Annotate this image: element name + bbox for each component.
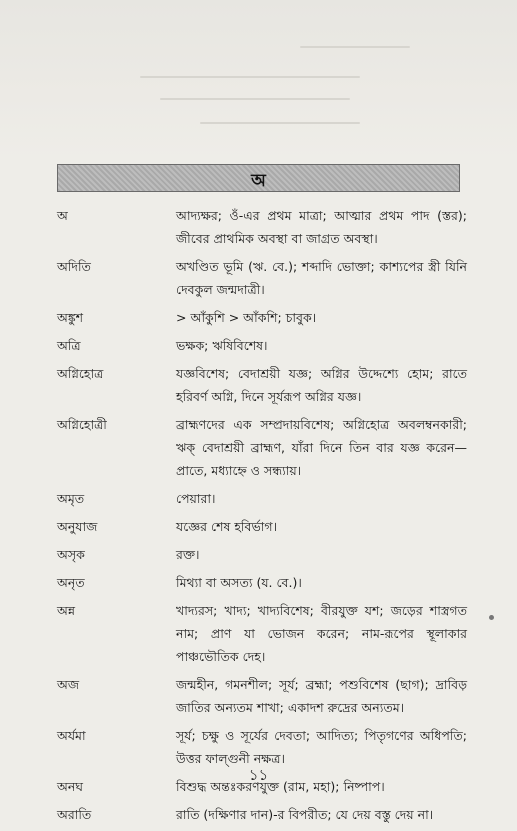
- entry-definition: > আঁকুশি > আঁকশি; চাবুক।: [176, 310, 317, 325]
- entry-definition: অখণ্ডিত ভূমি (ঋ. বে.); শব্দাদি ভোক্তা; কাশ্যপের স্ত্রী যিনি দেবকুল জন্মদাত্রী।: [176, 259, 467, 297]
- ink-speck: [489, 615, 494, 620]
- dictionary-entry: [57, 515, 467, 538]
- dictionary-entry: [57, 599, 467, 668]
- entry-definition: রাতি (দক্ষিণার দান)-র বিপরীত; যে দেয় বস্তু দেয় না।: [176, 807, 434, 822]
- entry-term: অনুযাজ: [57, 519, 98, 534]
- entry-definition: যজ্ঞবিশেষ; বেদাশ্রয়ী যজ্ঞ; অগ্নির উদ্দেশ্যে হোম; রাতে হরিবর্ণ অগ্নি, দিনে সূর্যরূপ অগ্নির যজ্ঞ।: [176, 366, 467, 404]
- dictionary-entry: [57, 413, 467, 482]
- entry-term: অদিতি: [57, 259, 91, 274]
- entry-definition: জন্মহীন, গমনশীল; সূর্য; ব্রহ্মা; পশুবিশেষ (ছাগ); দ্রাবিড় জাতির অন্যতম শাখা; একাদশ রুদ্রের অন্যতম।: [176, 677, 467, 715]
- bleed-line: [300, 46, 410, 48]
- dictionary-entry: [57, 204, 467, 250]
- dictionary-entry: [57, 803, 467, 826]
- entry-term: অগ্নিহোত্রী: [57, 417, 107, 432]
- entry-definition: খাদ্যরস; খাদ্য; খাদ্যবিশেষ; বীরযুক্ত যশ; জড়ের শাস্ত্রগত নাম; প্রাণ যা ভোজন করেন; নাম-রূপের স্থূলাকার পাঞ্চভৌতিক দেহ।: [176, 603, 467, 664]
- page-number: ১১: [248, 766, 269, 784]
- entry-term: অমৃত: [57, 491, 85, 506]
- entry-definition: বিশুদ্ধ অন্তঃকরণযুক্ত (রাম, মহা); নিষ্পাপ।: [176, 779, 385, 794]
- entry-term: অরাতি: [57, 807, 92, 822]
- dictionary-entry: [57, 255, 467, 301]
- entry-definition: পেয়ারা।: [176, 491, 216, 506]
- entry-definition: যজ্ঞের শেষ হবির্ভাগ।: [176, 519, 278, 534]
- entry-term: অঙ্কুশ: [57, 310, 84, 325]
- entry-definition: মিথ্যা বা অসত্য (য. বে.)।: [176, 575, 302, 590]
- dictionary-entry: [57, 543, 467, 566]
- bleed-line: [200, 122, 360, 124]
- entry-term: অসৃক: [57, 547, 85, 562]
- section-header-bar: [57, 164, 460, 192]
- bleed-line: [160, 98, 350, 100]
- entry-definition: সূর্য; চক্ষু ও সূর্যের দেবতা; আদিত্য; পিতৃগণের অধিপতি; উত্তর ফাল্গুনী নক্ষত্র।: [176, 728, 467, 766]
- entry-term: অন্ন: [57, 603, 75, 618]
- dictionary-entry: [57, 673, 467, 719]
- dictionary-entry: [57, 571, 467, 594]
- dictionary-entries: [57, 204, 467, 831]
- bleed-line: [140, 76, 360, 78]
- entry-definition: রক্ত।: [176, 547, 200, 562]
- entry-term: অ: [57, 208, 68, 223]
- entry-definition: আদ্যক্ষর; ওঁ-এর প্রথম মাত্রা; আত্মার প্রথম পাদ (স্তর); জীবের প্রাথমিক অবস্থা বা জাগ্রত অবস্থা।: [176, 208, 467, 246]
- dictionary-entry: [57, 487, 467, 510]
- entry-term: অত্রি: [57, 338, 81, 353]
- bleed-through-area: [0, 0, 517, 160]
- entry-definition: ব্রাহ্মণদের এক সম্প্রদায়বিশেষ; অগ্নিহোত্র অবলম্বনকারী; ঋক্ বেদাশ্রয়ী ব্রাহ্মণ, যাঁরা দিনে তিন বার যজ্ঞ করেন—প্রাতে, মধ্যাহ্নে ও সন্ধ্যায়।: [176, 417, 467, 478]
- dictionary-entry: [57, 306, 467, 329]
- entry-term: অনঘ: [57, 779, 84, 794]
- entry-term: অগ্নিহোত্র: [57, 366, 104, 381]
- entry-definition: ভক্ষক; ঋষিবিশেষ।: [176, 338, 268, 353]
- dictionary-entry: [57, 362, 467, 408]
- section-letter: অ: [251, 171, 266, 191]
- entry-term: অর্যমা: [57, 728, 86, 743]
- entry-term: অনৃত: [57, 575, 85, 590]
- entry-term: অজ: [57, 677, 80, 692]
- dictionary-entry: [57, 334, 467, 357]
